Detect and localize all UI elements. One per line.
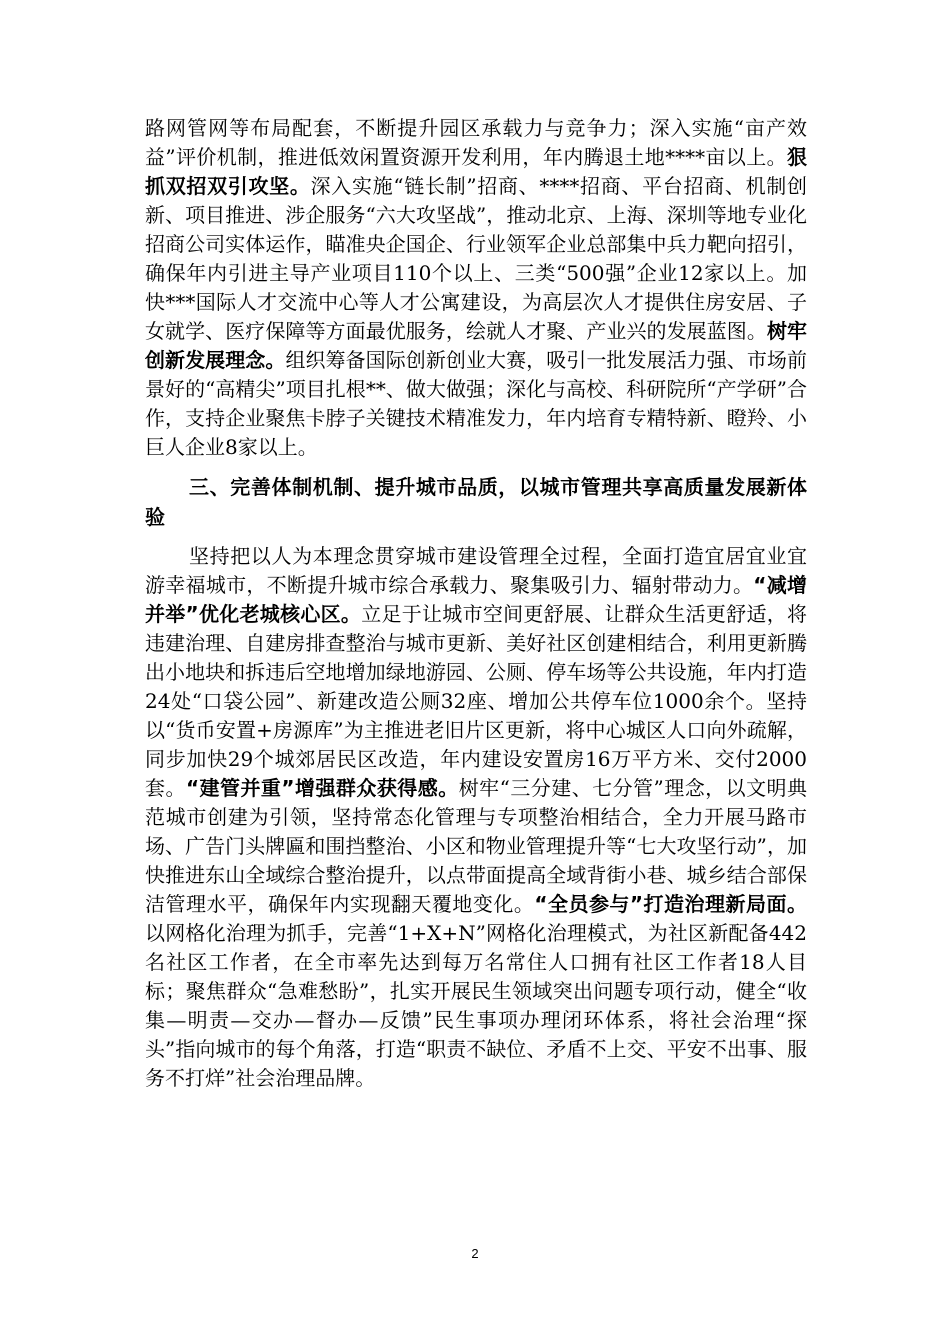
body-paragraph [145, 542, 807, 1093]
section-heading: 三、完善体制机制、提升城市品质，以城市管理共享高质量发展新体验 [145, 475, 807, 529]
document-body [145, 114, 807, 1093]
paragraph-text: 路网管网等布局配套，不断提升园区承载力与竞争力；深入实施“亩产效益”评价机制，推进低效闲置资源开发利用，年内腾退土地****亩以上。 [145, 116, 807, 169]
paragraph-text: 树牢“三分建、七分管”理念，以文明典范城市创建为引领，坚持常态化管理与专项整治相结合，全力开展马路市场、广告门头牌匾和围挡整治、小区和物业管理提升等“七大攻坚行动”，加快推进东山全域综合整治提升，以点带面提高全域背街小巷、城乡结合部保洁管理水平，确保年内实现翻天覆地变化。 [145, 776, 808, 916]
bold-keyword-phrase: “减增并举”优化老城核心区。 [145, 573, 807, 626]
paragraph-text: 深入实施“链长制”招商、****招商、平台招商、机制创新、项目推进、涉企服务“六大攻坚战”，推动北京、上海、深圳等地专业化招商公司实体运作，瞄准央企国企、行业领军企业总部集中兵力靶向招引，确保年内引进主导产业项目110个以上、三类“500强”企业12家以上。加快***国际人才交流中心等人才公寓建设，为高层次人才提供住房安居、子女就学、医疗保障等方面最优服务，绘就人才聚、产业兴的发展蓝图。 [145, 174, 807, 343]
bold-keyword-phrase: “建管并重”增强群众获得感。 [185, 776, 459, 800]
paragraph-text: 坚持把以人为本理念贯穿城市建设管理全过程，全面打造宜居宜业宜游幸福城市，不断提升城市综合承载力、聚集吸引力、辐射带动力。 [145, 544, 807, 597]
paragraph-text: 以网格化治理为抓手，完善“1+X+N”网格化治理模式，为社区新配备442名社区工作者，在全市率先达到每万名常住人口拥有社区工作者18人目标；聚焦群众“急难愁盼”，扎实开展民生领域突出问题专项行动，健全“收集—明责—交办—督办—反馈”民生事项办理闭环体系，将社会治理“探头”指向城市的每个角落，打造“职责不缺位、矛盾不上交、平安不出事、服务不打烊”社会治理品牌。 [145, 921, 807, 1090]
bold-keyword-phrase: 树牢创新发展理念。 [145, 319, 807, 372]
paragraph-text: 组织筹备国际创新创业大赛，吸引一批发展活力强、市场前景好的“高精尖”项目扎根**、做大做强；深化与高校、科研院所“产学研”合作，支持企业聚焦卡脖子关键技术精准发力，年内培育专精特新、瞪羚、小巨人企业8家以上。 [145, 348, 807, 459]
page-number: 2 [471, 1246, 479, 1261]
body-paragraph [145, 114, 807, 462]
bold-keyword-phrase: 狠抓双招双引攻坚。 [145, 145, 807, 198]
paragraph-text: 立足于让城市空间更舒展、让群众生活更舒适，将违建治理、自建房排查整治与城市更新、美好社区创建相结合，利用更新腾出小地块和拆违后空地增加绿地游园、公厕、停车场等公共设施，年内打造24处“口袋公园”、新建改造公厕32座、增加公共停车位1000余个。坚持以“货币安置+房源库”为主推进老旧片区更新，将中心城区人口向外疏解，同步加快29个城郊居民区改造，年内建设安置房16万平方米、交付2000套。 [145, 602, 807, 800]
bold-keyword-phrase: “全员参与”打造治理新局面。 [534, 892, 807, 916]
